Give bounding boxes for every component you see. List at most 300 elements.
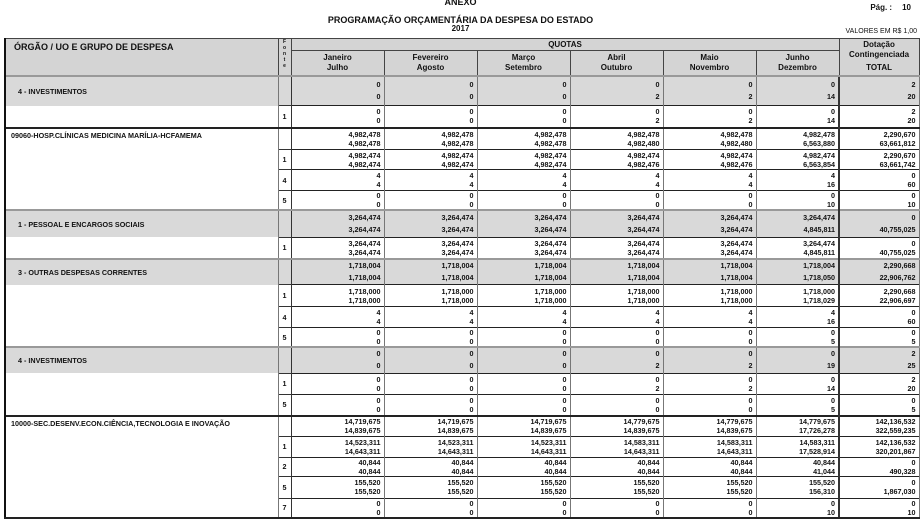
second-half-value: 14,839,675 [716,426,753,436]
first-half-value: 14,719,675 [437,417,474,427]
first-half-value: 0 [655,79,660,89]
first-half-value: 1,718,004 [627,261,660,270]
quota-cell [570,347,663,373]
quota-cell [384,150,477,170]
second-half-value: 1,718,004 [441,273,474,282]
first-half-value: 155,520 [447,478,474,487]
quota-cell [477,328,570,348]
second-half-value: 2 [655,383,660,393]
quota-cell [384,457,477,476]
second-half-value: 60 [907,180,916,189]
first-half-value: 0 [469,191,474,200]
first-half-value: 14,779,675 [623,417,660,427]
second-half-value: 20 [907,383,916,393]
quota-cell [291,416,384,436]
first-half-value: 4,982,478 [348,129,381,139]
first-half-value: 0 [376,191,381,200]
second-half-value: 0 [376,200,381,209]
quota-cell [477,373,570,394]
second-half-value: 40,844 [358,466,381,476]
second-half-value: 0 [655,337,660,346]
first-half-value: 0 [911,191,916,200]
first-half-value: 0 [376,498,381,508]
row-label [5,476,278,498]
fonte-code: 7 [278,498,291,518]
column-header-month [570,51,663,76]
column-header-month [756,51,839,76]
second-half-value: 0 [469,361,474,371]
second-half-value: 0 [469,91,474,101]
row-label [5,307,278,328]
quota-cell [663,128,756,150]
row-label [5,285,278,307]
quota-cell [570,237,663,259]
quota-cell [570,170,663,191]
first-half-value: 0 [748,79,753,89]
second-half-value: 0 [469,507,474,517]
first-half-value: 0 [562,374,567,384]
quota-cell [756,237,839,259]
quota-cell [570,150,663,170]
month-first-half: Fevereiro [412,52,449,62]
column-header-label: ÓRGÃO / UO E GRUPO DE DESPESA [5,39,278,76]
quota-cell [756,394,839,416]
second-half-value: 40,755,025 [879,224,916,234]
first-half-value: 0 [748,498,753,508]
first-half-value: 0 [911,478,916,487]
second-half-value: 22,906,762 [879,273,916,282]
first-half-value: 4,982,478 [534,129,567,139]
second-half-value: 14 [827,116,836,126]
first-half-value: 4,982,474 [720,150,753,160]
second-half-value: 0 [562,91,567,101]
first-half-value: 3,264,474 [720,212,753,222]
fonte-letter: e [283,63,286,69]
second-half-value: 4,982,478 [534,138,567,148]
second-half-value: 10 [907,507,916,517]
column-header-quotas: QUOTAS [291,39,839,51]
quota-cell [663,436,756,457]
second-half-value: 0 [562,507,567,517]
second-half-value: 5 [831,337,836,346]
first-half-value: 0 [655,191,660,200]
second-half-value: 3,264,474 [348,224,381,234]
second-half-value: 5 [911,404,916,414]
first-half-value: 1,718,000 [803,286,836,296]
quota-cell [663,285,756,307]
quota-cell [570,128,663,150]
second-half-value: 2 [748,383,753,393]
quota-cell [663,498,756,518]
quota-cell [663,191,756,211]
row-label [5,150,278,170]
second-half-value: 155,520 [726,487,753,496]
quota-cell [384,237,477,259]
row-label: 4 - INVESTIMENTOS [5,347,278,373]
fonte-row [5,106,919,128]
first-half-value: 0 [562,349,567,359]
second-half-value: 0 [376,404,381,414]
second-half-value: 10 [827,507,836,517]
second-half-value: 14,643,311 [623,446,660,456]
column-header-total [839,39,919,76]
row-label [5,373,278,394]
page-indicator [870,3,911,12]
first-half-value: 14,523,311 [344,437,381,447]
first-half-value: 0 [376,374,381,384]
quota-cell [384,191,477,211]
second-half-value: 3,264,474 [627,247,660,257]
first-half-value: 155,520 [633,478,660,487]
first-half-value: 155,520 [726,478,753,487]
quota-cell [477,436,570,457]
fonte-code [278,210,291,237]
fonte-code: 5 [278,328,291,348]
total-cell [839,436,919,457]
second-half-value: 155,520 [633,487,660,496]
total-cell [839,150,919,170]
second-half-value: 1,718,004 [720,273,753,282]
first-half-value: 155,520 [540,478,567,487]
first-half-value: 0 [655,498,660,508]
quota-cell [384,373,477,394]
second-half-value: 3,264,474 [534,247,567,257]
quota-cell [477,237,570,259]
second-half-value: 3,264,474 [441,247,474,257]
second-half-value: 4 [562,180,567,189]
quota-cell [570,307,663,328]
second-half-value: 4 [376,180,381,189]
row-label: 09060-HOSP.CLÍNICAS MEDICINA MARÍLIA-HCFAMEMA [5,128,278,150]
quota-cell [384,170,477,191]
second-half-value: 320,201,867 [875,446,916,456]
expense-group-row [5,210,919,237]
first-half-value: 0 [831,328,836,337]
second-half-value: 1,718,029 [803,295,836,305]
second-half-value: 155,520 [354,487,381,496]
first-half-value: 0 [748,328,753,337]
second-half-value: 14,839,675 [344,426,381,436]
total-cell [839,191,919,211]
first-half-value: 142,136,532 [875,417,916,427]
first-half-value: 14,719,675 [530,417,567,427]
first-half-value: 0 [911,498,916,508]
quota-cell [756,498,839,518]
first-half-value: 2,290,670 [883,129,916,139]
fonte-code: 1 [278,237,291,259]
second-half-value: 0 [562,361,567,371]
page-label: Pág. : [870,3,893,12]
first-half-value: 40,844 [358,457,381,467]
quota-cell [384,436,477,457]
second-half-value: 14,839,675 [437,426,474,436]
column-header-month [384,51,477,76]
first-half-value: 4 [376,171,381,180]
column-header-month [477,51,570,76]
quota-cell [291,259,384,285]
quota-cell [570,285,663,307]
quota-cell [570,328,663,348]
quota-cell [477,170,570,191]
quota-cell [756,457,839,476]
second-half-value: 14 [827,383,836,393]
first-half-value: 0 [562,107,567,117]
second-half-value: 3,264,474 [627,224,660,234]
first-half-value: 2 [911,79,916,89]
second-half-value: 60 [907,317,916,326]
row-label [5,237,278,259]
quota-cell [477,457,570,476]
total-cell [839,347,919,373]
first-half-value: 14,523,311 [530,437,567,447]
quota-cell [570,457,663,476]
quota-cell [384,128,477,150]
first-half-value: 1,718,004 [441,261,474,270]
fonte-code: 1 [278,150,291,170]
column-header-month [291,51,384,76]
page-number: 10 [902,3,911,12]
row-label: 10000-SEC.DESENV.ECON.CIÊNCIA,TECNOLOGIA E INOVAÇÃO [5,416,278,436]
second-half-value: 0 [376,91,381,101]
second-half-value: 3,264,474 [720,224,753,234]
row-label: 3 - OUTRAS DESPESAS CORRENTES [5,259,278,285]
fonte-code: 1 [278,436,291,457]
quota-cell [663,76,756,106]
quota-cell [756,476,839,498]
second-half-value: 2 [655,91,660,101]
total-cell [839,476,919,498]
fonte-code: 4 [278,170,291,191]
second-half-value: 0 [655,507,660,517]
first-half-value: 40,844 [637,457,660,467]
first-half-value: 0 [562,191,567,200]
second-half-value: 10 [827,200,836,209]
first-half-value: 0 [655,374,660,384]
second-half-value: 1,718,004 [534,273,567,282]
quota-cell [663,373,756,394]
first-half-value: 0 [748,191,753,200]
first-half-value: 4,982,474 [348,150,381,160]
second-half-value: 14,839,675 [530,426,567,436]
first-half-value: 0 [831,498,836,508]
second-half-value: 2 [748,361,753,371]
first-half-value: 155,520 [809,478,836,487]
second-half-value: 14,643,311 [716,446,753,456]
quota-cell [756,373,839,394]
first-half-value: 4 [655,308,660,317]
quota-cell [756,416,839,436]
second-half-value: 4 [748,180,753,189]
second-half-value: 490,328 [889,466,916,476]
second-half-value: 1,718,050 [803,273,836,282]
first-half-value: 0 [748,349,753,359]
quota-cell [291,347,384,373]
second-half-value: 25 [907,361,916,371]
second-half-value: 2 [655,116,660,126]
second-half-value: 4 [469,180,474,189]
second-half-value: 0 [376,337,381,346]
first-half-value: 3,264,474 [627,212,660,222]
first-half-value: 4 [831,308,836,317]
second-half-value: 0 [562,200,567,209]
second-half-value: 4 [655,180,660,189]
first-half-value: 0 [655,395,660,405]
fonte-code [278,128,291,150]
second-half-value: 14,839,675 [623,426,660,436]
first-half-value: 0 [831,191,836,200]
second-half-value: 0 [562,383,567,393]
quota-cell [384,285,477,307]
month-second-half: Setembro [505,62,542,72]
fonte-letter: o [282,45,287,51]
first-half-value: 3,264,474 [534,212,567,222]
second-half-value: 4 [748,317,753,326]
report-title: PROGRAMAÇÃO ORÇAMENTÁRIA DA DESPESA DO ESTADO [327,15,594,25]
quota-cell [477,394,570,416]
first-half-value: 0 [469,498,474,508]
second-half-value: 1,718,000 [627,295,660,305]
quota-cell [663,237,756,259]
first-half-value: 1,718,000 [534,286,567,296]
fonte-code [278,416,291,436]
quota-cell [756,128,839,150]
month-first-half: Abril [607,52,626,62]
second-half-value: 20 [907,91,916,101]
second-half-value: 14,643,311 [530,446,567,456]
first-half-value: 0 [655,328,660,337]
quota-cell [570,191,663,211]
row-label [5,457,278,476]
first-half-value: 4 [376,308,381,317]
quota-cell [570,476,663,498]
month-second-half: Novembro [689,62,730,72]
quota-cell [291,191,384,211]
first-half-value: 0 [831,395,836,405]
total-cell [839,285,919,307]
second-half-value: 0 [655,404,660,414]
first-half-value: 14,779,675 [799,417,836,427]
second-half-value: 16 [827,180,836,189]
total-header-line: Contingenciada [849,50,910,60]
first-half-value: 0 [562,79,567,89]
first-half-value: 4,982,474 [441,150,474,160]
month-first-half: Maio [700,52,719,62]
total-cell [839,128,919,150]
quota-cell [477,106,570,128]
row-label [5,191,278,211]
first-half-value: 0 [831,79,836,89]
second-half-value: 5 [831,404,836,414]
second-half-value: 4,982,478 [441,138,474,148]
quota-cell [291,436,384,457]
first-half-value: 3,264,474 [441,238,474,248]
second-half-value: 0 [376,507,381,517]
second-half-value: 0 [748,200,753,209]
second-half-value: 19 [827,361,836,371]
month-second-half: Agosto [416,62,445,72]
first-half-value: 2 [911,107,916,117]
first-half-value: 0 [831,374,836,384]
first-half-value: 0 [376,395,381,405]
first-half-value: 0 [469,107,474,117]
quota-cell [384,347,477,373]
first-half-value: 3,264,474 [348,212,381,222]
quota-cell [477,191,570,211]
quota-cell [291,150,384,170]
first-half-value: 1,718,004 [803,261,836,270]
first-half-value: 1,718,004 [720,261,753,270]
quota-cell [756,191,839,211]
first-half-value: 4 [748,308,753,317]
first-half-value: 0 [911,171,916,180]
total-header-line: TOTAL [866,63,892,73]
second-half-value: 155,520 [540,487,567,496]
quota-cell [291,476,384,498]
quota-cell [570,210,663,237]
first-half-value: 0 [376,349,381,359]
quota-cell [291,76,384,106]
second-half-value: 17,528,914 [799,446,836,456]
quota-cell [384,394,477,416]
quota-cell [477,210,570,237]
second-half-value: 41,044 [813,466,836,476]
first-half-value: 14,583,311 [623,437,660,447]
first-half-value: 4,982,478 [627,129,660,139]
quota-cell [570,373,663,394]
first-half-value: 4,982,478 [441,129,474,139]
second-half-value: 322,559,235 [875,426,916,436]
second-half-value: 14,643,311 [437,446,474,456]
quota-cell [663,150,756,170]
total-cell [839,210,919,237]
row-label [5,436,278,457]
row-label [5,106,278,128]
first-half-value: 155,520 [354,478,381,487]
fonte-row [5,373,919,394]
first-half-value: 4 [562,171,567,180]
fonte-letter: F [282,39,287,45]
fonte-letter: t [283,57,286,63]
month-second-half: Julho [326,62,349,72]
column-header-month [663,51,756,76]
first-half-value: 4,982,474 [627,150,660,160]
quota-cell [570,416,663,436]
quota-cell [663,394,756,416]
second-half-value: 2 [748,91,753,101]
total-cell [839,76,919,106]
first-half-value: 4 [655,171,660,180]
row-label [5,328,278,348]
quota-cell [291,106,384,128]
second-half-value: 3,264,474 [720,247,753,257]
first-half-value: 0 [911,238,916,248]
second-half-value: 2 [748,116,753,126]
second-half-value: 63,661,742 [879,159,916,169]
quota-cell [477,150,570,170]
second-half-value: 10 [907,200,916,209]
fonte-code: 1 [278,285,291,307]
first-half-value: 3,264,474 [720,238,753,248]
quota-cell [384,476,477,498]
fonte-row [5,150,919,170]
first-half-value: 14,779,675 [716,417,753,427]
first-half-value: 2,290,668 [883,286,916,296]
first-half-value: 2,290,670 [883,150,916,160]
quota-cell [291,210,384,237]
first-half-value: 40,844 [544,457,567,467]
fonte-code: 5 [278,394,291,416]
quota-cell [663,476,756,498]
